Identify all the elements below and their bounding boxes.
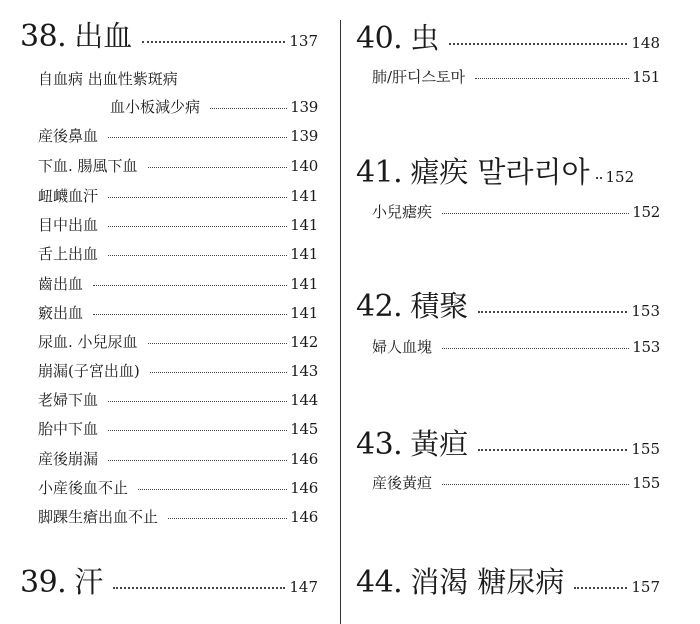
dot-leader bbox=[478, 309, 627, 313]
toc-entry[interactable] bbox=[372, 66, 660, 87]
entry-page-number: 146 bbox=[290, 479, 318, 497]
entry-page-number: 142 bbox=[290, 333, 318, 351]
dot-leader bbox=[168, 516, 287, 519]
entry-title: 自血病 出血性紫斑病 bbox=[38, 70, 178, 88]
toc-entry[interactable] bbox=[38, 155, 318, 176]
dot-leader bbox=[108, 428, 287, 431]
toc-heading-38[interactable] bbox=[20, 14, 318, 55]
heading-title: 出血 bbox=[74, 19, 133, 53]
toc-entry[interactable] bbox=[372, 472, 660, 493]
dot-leader bbox=[108, 135, 287, 138]
entry-title: 産後黃疸 bbox=[372, 474, 433, 492]
entry-page-number: 152 bbox=[632, 203, 660, 221]
heading-page-number: 148 bbox=[631, 34, 660, 52]
entry-title: 血小板減少病 bbox=[110, 98, 201, 116]
heading-number: 42. bbox=[356, 289, 403, 324]
toc-heading-39[interactable] bbox=[20, 560, 318, 601]
entry-page-number: 141 bbox=[290, 245, 318, 263]
entry-page-number: 146 bbox=[290, 508, 318, 526]
entry-page-number: 144 bbox=[290, 391, 318, 409]
column-divider bbox=[340, 20, 341, 624]
entry-page-number: 140 bbox=[290, 157, 318, 175]
dot-leader bbox=[475, 76, 629, 79]
dot-leader bbox=[449, 41, 627, 45]
entry-title: 産後鼻血 bbox=[38, 127, 99, 145]
entry-page-number: 141 bbox=[290, 216, 318, 234]
dot-leader bbox=[108, 399, 287, 402]
heading-title: 汗 bbox=[74, 565, 104, 599]
toc-entry[interactable] bbox=[38, 418, 318, 439]
heading-page-number: 153 bbox=[631, 302, 660, 320]
heading-number: 43. bbox=[356, 427, 403, 462]
toc-entry[interactable] bbox=[38, 302, 318, 323]
dot-leader bbox=[113, 585, 285, 589]
heading-page-number: 157 bbox=[631, 578, 660, 596]
entry-title: 小産後血不止 bbox=[38, 479, 129, 497]
dot-leader bbox=[148, 341, 288, 344]
dot-leader bbox=[138, 487, 287, 490]
heading-page-number: 155 bbox=[631, 440, 660, 458]
dot-leader bbox=[150, 370, 288, 373]
heading-page-number: 137 bbox=[289, 32, 318, 50]
entry-page-number: 155 bbox=[632, 474, 660, 492]
heading-title: 積聚 bbox=[410, 289, 469, 323]
dot-leader bbox=[210, 106, 287, 109]
entry-page-number: 153 bbox=[632, 338, 660, 356]
entry-page-number: 139 bbox=[290, 98, 318, 116]
heading-title: 消渴 糖尿病 bbox=[410, 565, 565, 599]
heading-title: 虫 bbox=[410, 21, 440, 55]
heading-page-number: 152 bbox=[605, 168, 635, 186]
dot-leader bbox=[596, 175, 602, 179]
toc-entry[interactable] bbox=[38, 448, 318, 469]
entry-title: 竅出血 bbox=[38, 304, 84, 322]
heading-number: 40. bbox=[356, 21, 403, 56]
toc-entry[interactable] bbox=[38, 360, 318, 381]
heading-number: 44. bbox=[356, 565, 403, 600]
dot-leader bbox=[108, 224, 287, 227]
dot-leader bbox=[142, 39, 285, 43]
toc-entry[interactable] bbox=[38, 214, 318, 235]
entry-page-number: 139 bbox=[290, 127, 318, 145]
entry-title: 脚踝生瘡出血不止 bbox=[38, 508, 159, 526]
toc-entry[interactable] bbox=[38, 68, 178, 89]
dot-leader bbox=[108, 253, 287, 256]
toc-heading-44[interactable] bbox=[356, 560, 660, 601]
dot-leader bbox=[442, 211, 629, 214]
entry-page-number: 151 bbox=[632, 68, 660, 86]
heading-number: 41. bbox=[356, 155, 403, 190]
toc-heading-43[interactable] bbox=[356, 422, 660, 463]
dot-leader bbox=[108, 458, 287, 461]
entry-title: 目中出血 bbox=[38, 216, 99, 234]
entry-page-number: 146 bbox=[290, 450, 318, 468]
entry-title: 肺/肝디스토마 bbox=[372, 68, 466, 86]
dot-leader bbox=[478, 447, 627, 451]
entry-title: 下血. 腸風下血 bbox=[38, 157, 138, 175]
toc-entry[interactable] bbox=[372, 336, 660, 357]
dot-leader bbox=[93, 312, 287, 315]
entry-page-number: 141 bbox=[290, 275, 318, 293]
dot-leader bbox=[108, 195, 287, 198]
toc-entry[interactable] bbox=[38, 125, 318, 146]
dot-leader bbox=[442, 482, 629, 485]
toc-heading-40[interactable] bbox=[356, 16, 660, 57]
entry-page-number: 141 bbox=[290, 304, 318, 322]
heading-title: 瘧疾 말라리아 bbox=[410, 155, 590, 189]
dot-leader bbox=[574, 585, 627, 589]
entry-title: 衄衊血汗 bbox=[38, 187, 99, 205]
heading-page-number: 147 bbox=[289, 578, 318, 596]
dot-leader bbox=[148, 165, 288, 168]
toc-entry[interactable] bbox=[38, 185, 318, 206]
entry-page-number: 141 bbox=[290, 187, 318, 205]
toc-entry[interactable] bbox=[372, 201, 660, 222]
toc-entry[interactable] bbox=[110, 96, 318, 117]
heading-number: 38. bbox=[20, 19, 67, 54]
entry-title: 婦人血塊 bbox=[372, 338, 433, 356]
entry-title: 齒出血 bbox=[38, 275, 84, 293]
toc-entry[interactable] bbox=[38, 477, 318, 498]
toc-entry[interactable] bbox=[38, 273, 318, 294]
heading-title: 黃疸 bbox=[410, 427, 469, 461]
entry-page-number: 143 bbox=[290, 362, 318, 380]
dot-leader bbox=[442, 346, 629, 349]
entry-title: 老婦下血 bbox=[38, 391, 99, 409]
toc-entry[interactable] bbox=[38, 243, 318, 264]
entry-title: 舌上出血 bbox=[38, 245, 99, 263]
entry-page-number: 145 bbox=[290, 420, 318, 438]
toc-entry[interactable] bbox=[38, 389, 318, 410]
entry-title: 尿血. 小兒尿血 bbox=[38, 333, 138, 351]
entry-title: 胎中下血 bbox=[38, 420, 99, 438]
heading-number: 39. bbox=[20, 565, 67, 600]
dot-leader bbox=[93, 283, 287, 286]
toc-entry[interactable] bbox=[38, 506, 318, 527]
toc-heading-42[interactable] bbox=[356, 284, 660, 325]
toc-heading-41[interactable] bbox=[356, 150, 660, 191]
entry-title: 崩漏(子宮出血) bbox=[38, 362, 140, 380]
entry-title: 小兒瘧疾 bbox=[372, 203, 433, 221]
toc-entry[interactable] bbox=[38, 331, 318, 352]
entry-title: 産後崩漏 bbox=[38, 450, 99, 468]
